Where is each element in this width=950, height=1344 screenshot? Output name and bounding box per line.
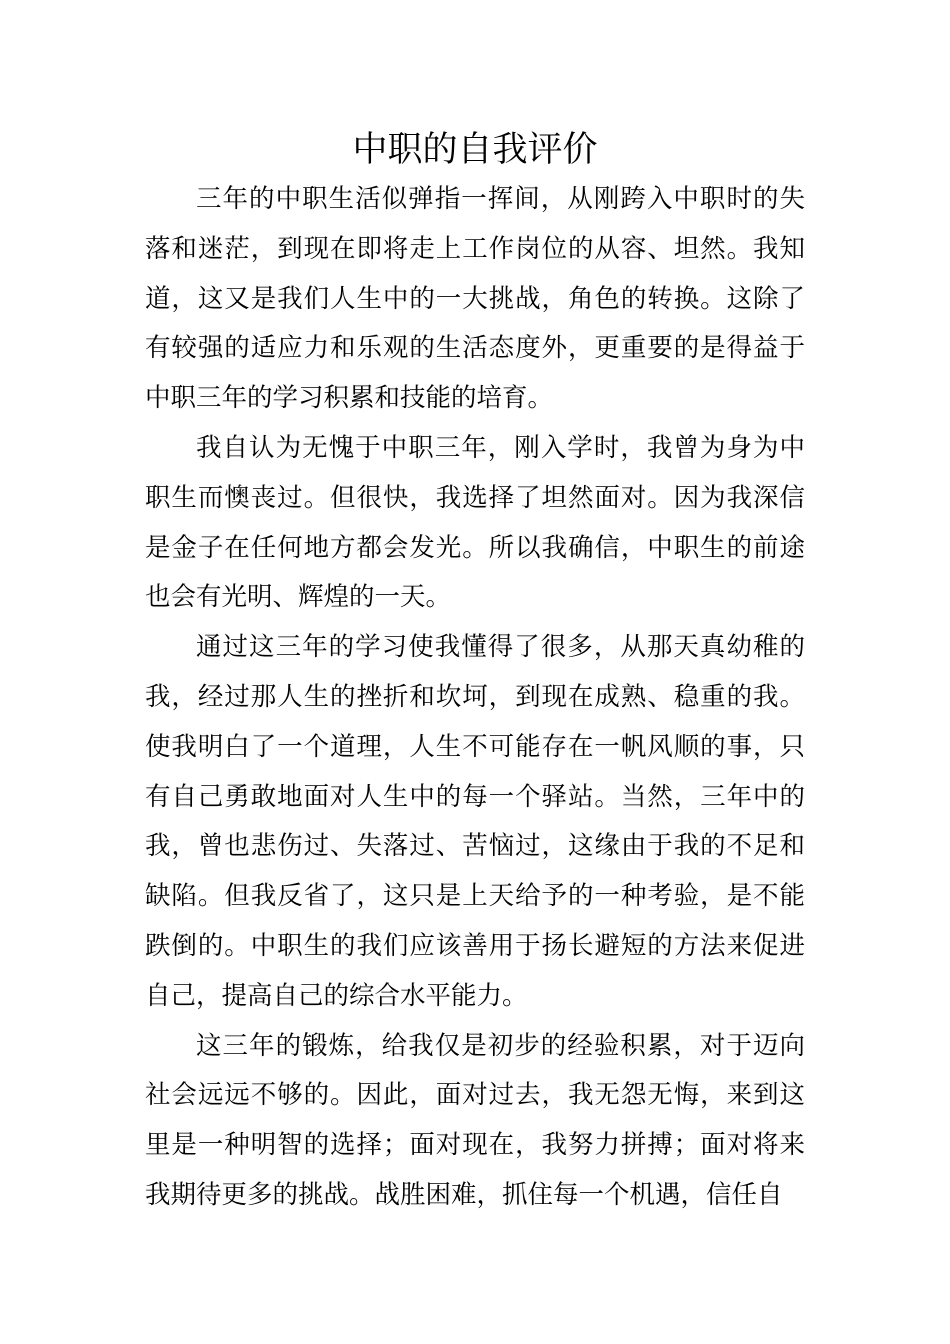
paragraph: 我自认为无愧于中职三年，刚入学时，我曾为身为中职生而懊丧过。但很快，我选择了坦然面对。因为我深信是金子在任何地方都会发光。所以我确信，中职生的前途也会有光明、辉煌的一天。	[145, 432, 805, 613]
paragraph: 这三年的锻炼，给我仅是初步的经验积累，对于迈向社会远远不够的。因此，面对过去，我无怨无悔，来到这里是一种明智的选择；面对现在，我努力拼搏；面对将来我期待更多的挑战。战胜困难，抓住每一个机遇，信任自	[145, 1030, 805, 1210]
paragraph: 通过这三年的学习使我懂得了很多，从那天真幼稚的我，经过那人生的挫折和坎坷，到现在成熟、稳重的我。使我明白了一个道理，人生不可能存在一帆风顺的事，只有自己勇敢地面对人生中的每一个驿站。当然，三年中的我，曾也悲伤过、失落过、苦恼过，这缘由于我的不足和缺陷。但我反省了，这只是上天给予的一种考验，是不能跌倒的。中职生的我们应该善用于扬长避短的方法来促进自己，提高自己的综合水平能力。	[145, 632, 805, 1011]
document-body	[145, 175, 805, 1221]
paragraph: 三年的中职生活似弹指一挥间，从刚跨入中职时的失落和迷茫，到现在即将走上工作岗位的从容、坦然。我知道，这又是我们人生中的一大挑战，角色的转换。这除了有较强的适应力和乐观的生活态度外，更重要的是得益于中职三年的学习积累和技能的培育。	[145, 184, 805, 414]
document-title: 中职的自我评价	[352, 130, 598, 170]
